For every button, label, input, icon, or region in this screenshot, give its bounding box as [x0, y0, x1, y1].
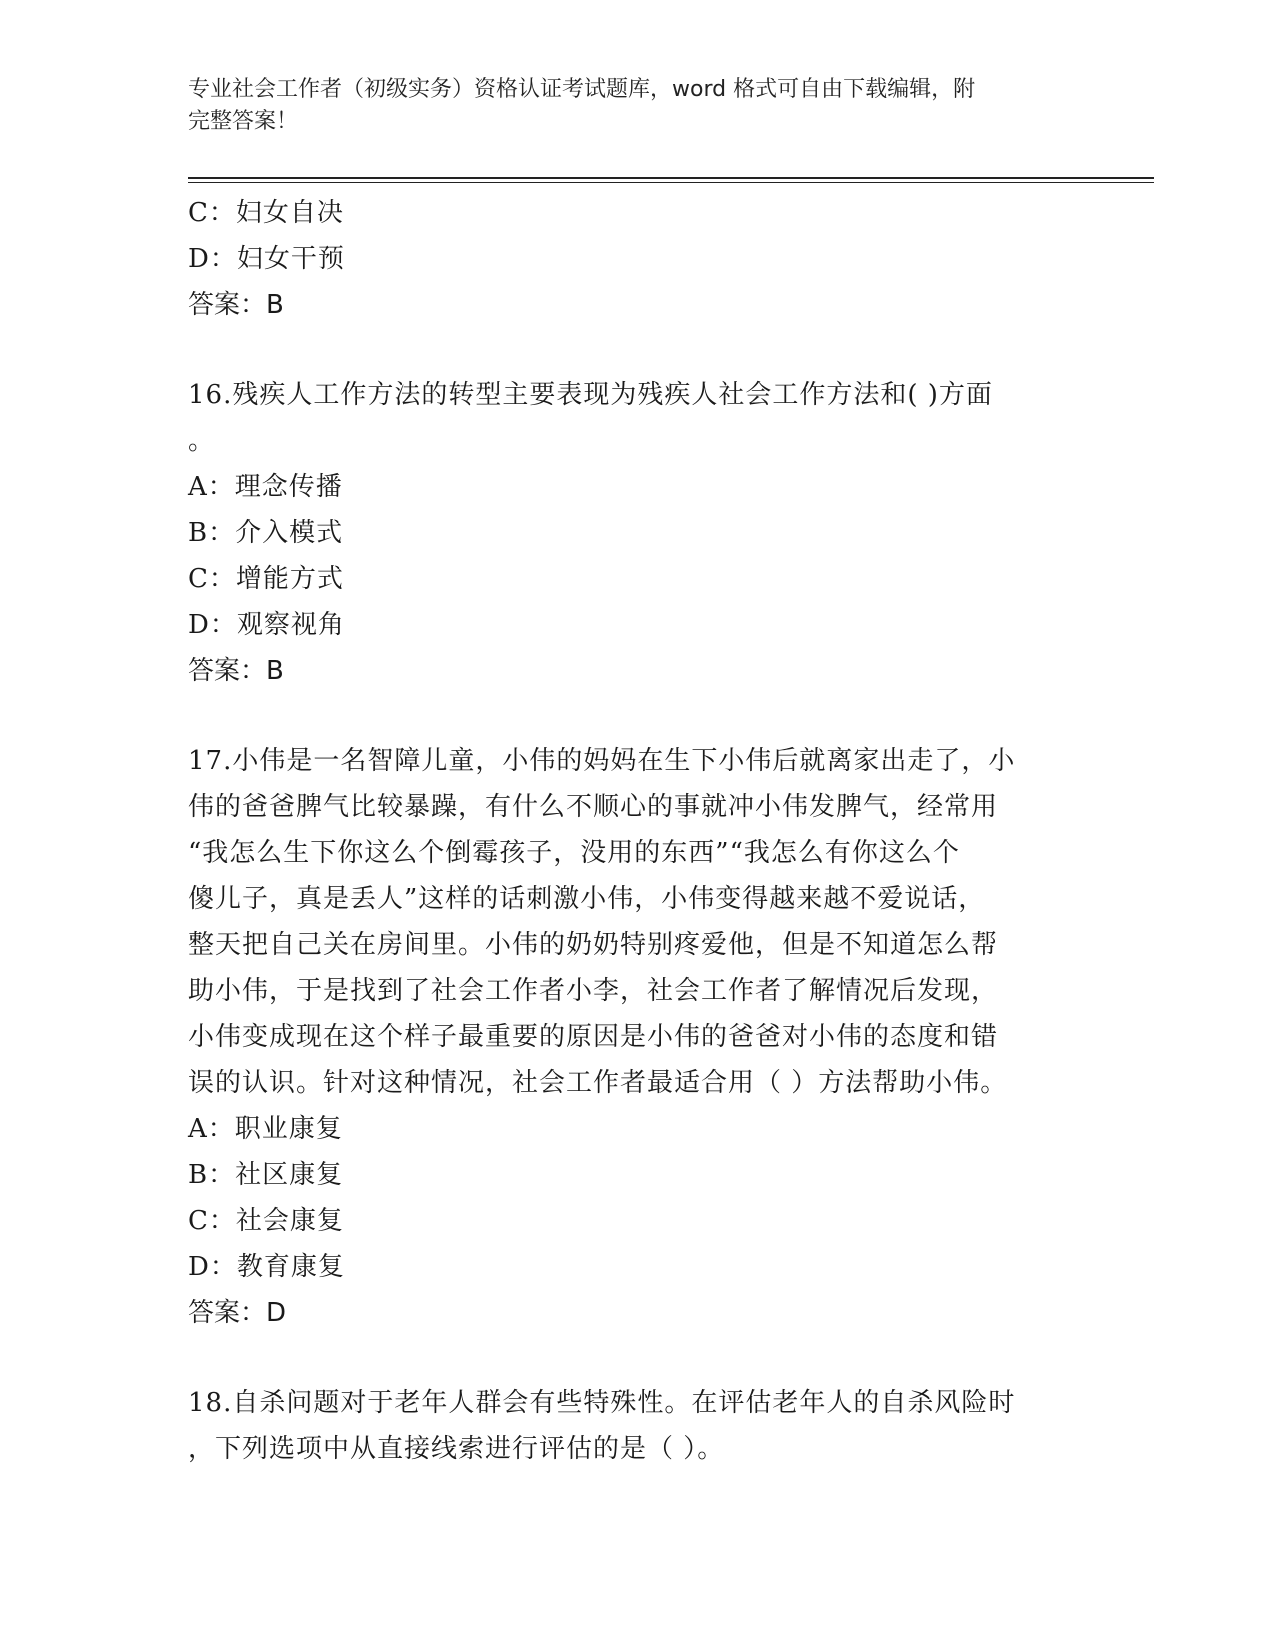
- question-stem: [188, 372, 1088, 464]
- option-text: 理念传播: [234, 472, 343, 502]
- option-text: 社区康复: [235, 1160, 344, 1190]
- question-line: “我怎么生下你这么个倒霉孩子，没用的东西”“我怎么有你这么个: [188, 838, 960, 868]
- question-line: 助小伟，于是找到了社会工作者小李，社会工作者了解情况后发现，: [188, 976, 999, 1006]
- question-16: [188, 372, 1088, 694]
- option-d: [188, 602, 1088, 648]
- option-b: [188, 510, 1088, 556]
- option-c: [188, 1198, 1088, 1244]
- header-rule-thin: [188, 182, 1154, 183]
- question-line: 。: [188, 426, 216, 456]
- option-label: A：: [188, 1114, 235, 1144]
- option-a: [188, 464, 1088, 510]
- question-line: ，下列选项中从直接线索进行评估的是（ ）。: [188, 1434, 725, 1464]
- question-line: 伟的爸爸脾气比较暴躁，有什么不顺心的事就冲小伟发脾气，经常用: [188, 792, 999, 822]
- option-c: [188, 190, 1088, 236]
- option-label: A：: [188, 472, 235, 502]
- option-label: D：: [188, 1252, 237, 1282]
- option-text: 增能方式: [235, 564, 344, 594]
- header-line-1: 专业社会工作者（初级实务）资格认证考试题库，word 格式可自由下载编辑，附: [188, 77, 976, 102]
- question-line: 16.残疾人工作方法的转型主要表现为残疾人社会工作方法和( )方面: [188, 380, 993, 410]
- question-content: [188, 190, 1088, 1472]
- answer-line: 答案：D: [188, 1298, 287, 1328]
- option-label: C：: [188, 198, 236, 228]
- option-d: [188, 1244, 1088, 1290]
- question-line: 误的认识。针对这种情况，社会工作者最适合用（ ）方法帮助小伟。: [188, 1068, 1008, 1098]
- option-text: 妇女干预: [236, 244, 345, 274]
- question-18: [188, 1380, 1088, 1472]
- option-label: D：: [188, 610, 237, 640]
- answer-line: 答案：B: [188, 290, 284, 320]
- option-label: B：: [188, 518, 236, 548]
- option-text: 介入模式: [235, 518, 344, 548]
- question-line: 整天把自己关在房间里。小伟的奶奶特别疼爱他，但是不知道怎么帮: [188, 930, 999, 960]
- question-line: 17.小伟是一名智障儿童，小伟的妈妈在生下小伟后就离家出走了，小: [188, 746, 1016, 776]
- option-label: B：: [188, 1160, 236, 1190]
- option-label: D：: [188, 244, 237, 274]
- question-15-tail: [188, 190, 1088, 328]
- answer-line: 答案：B: [188, 656, 284, 686]
- header-rule-thick: [188, 177, 1154, 179]
- option-text: 教育康复: [236, 1252, 345, 1282]
- option-b: [188, 1152, 1088, 1198]
- question-stem: [188, 738, 1088, 1106]
- option-c: [188, 556, 1088, 602]
- question-line: 小伟变成现在这个样子最重要的原因是小伟的爸爸对小伟的态度和错: [188, 1022, 999, 1052]
- option-label: C：: [188, 1206, 236, 1236]
- option-text: 职业康复: [234, 1114, 343, 1144]
- question-17: [188, 738, 1088, 1336]
- header-line-2: 完整答案！: [188, 109, 299, 134]
- option-text: 社会康复: [235, 1206, 344, 1236]
- question-line: 18.自杀问题对于老年人群会有些特殊性。在评估老年人的自杀风险时: [188, 1388, 1016, 1418]
- page-header: [188, 74, 1068, 138]
- option-d: [188, 236, 1088, 282]
- option-text: 妇女自决: [235, 198, 344, 228]
- question-line: 傻儿子，真是丢人”这样的话刺激小伟，小伟变得越来越不爱说话，: [188, 884, 986, 914]
- option-text: 观察视角: [236, 610, 345, 640]
- question-stem: [188, 1380, 1088, 1472]
- option-a: [188, 1106, 1088, 1152]
- option-label: C：: [188, 564, 236, 594]
